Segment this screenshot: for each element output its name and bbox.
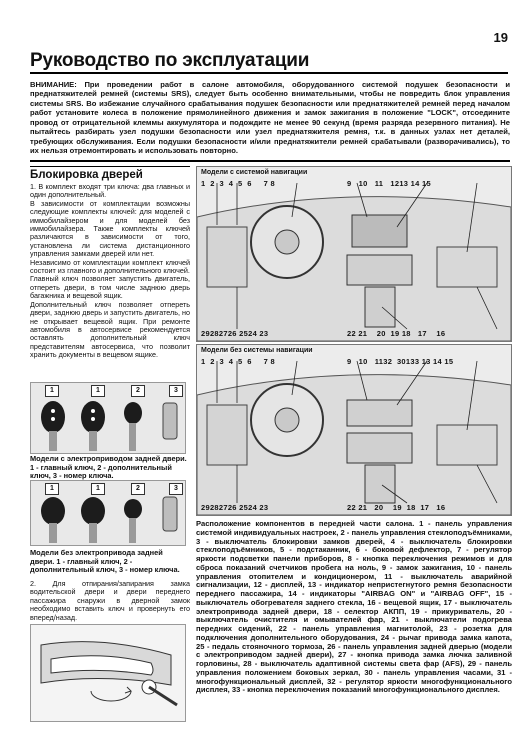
doors-p1: 1. В комплект входят три ключа: два главных и один дополнительный.	[30, 182, 190, 200]
callout-numbers: 9 10 1132 30133 13 14 15	[347, 357, 454, 366]
doors-p4: Главный ключ позволяет запустить двигатель, отпереть двери, в том числе заднюю дверь багажника и вещевой ящик.	[30, 274, 190, 301]
key-number-label: 3	[169, 483, 183, 495]
keys-caption-powered: Модели с электроприводом задней двери. 1 - главный ключ, 2 - дополнительный ключ, 3 - номер ключа.	[30, 454, 187, 481]
warning-block	[30, 80, 510, 156]
callout-numbers: 9 10 11 1213 14 15	[347, 179, 431, 188]
callout-numbers: 22 21 20 19 18 17 16	[347, 503, 446, 512]
door-handle-icon	[31, 625, 185, 721]
key-number-label: 1	[91, 483, 105, 495]
dashboard-diagram-icon	[197, 167, 511, 341]
dashboard-diagram-nav	[196, 166, 512, 342]
callout-numbers: 1 2 3 4 5 6 7 8	[201, 179, 275, 188]
key-number-label: 1	[91, 385, 105, 397]
doors-p2: В зависимости от комплектации возможны следующие комплекты ключей: для моделей с иммобилайзером и для моделей без иммобилайзера. Также комплекты ключей различаются в зависимости от того, установлена ли система дистанционного управления замками дверей или нет.	[30, 198, 190, 259]
key-number-label: 2	[131, 385, 145, 397]
keys-image-powered	[30, 382, 186, 454]
key-number-label: 1	[45, 483, 59, 495]
key-number-label: 2	[131, 483, 145, 495]
warning-divider	[30, 160, 510, 162]
callout-numbers: 22 21 20 19 18 17 16	[347, 329, 446, 338]
key-number-label: 3	[169, 385, 183, 397]
callout-numbers: 29282726 2524 23	[201, 503, 269, 512]
doors-p5: Дополнительный ключ позволяет отпереть двери, заднюю дверь и запустить двигатель, но не открывает вещевой ящик. При ремонте автомобиля в автосервисе рекомендуется оставлять дополнительный ключ представителям автосервиса, что позволит хранить документы в вещевом ящике.	[30, 299, 190, 360]
door-lock-image	[30, 624, 186, 722]
warning-label: ВНИМАНИЕ:	[30, 80, 77, 89]
doors-p3: Независимо от комплектации комплект ключей состоит из главного и дополнительного ключей.	[30, 257, 190, 276]
doors-section	[30, 166, 190, 360]
components-caption: Расположение компонентов в передней части салона. 1 - панель управления системой индивидуальных настроек, 2 - панель управления стеклоподъёмниками, 3 - выключатель блокировки замков дверей, 4 - выключатель блокировки стеклоподъёмников, 5 - подстаканник, 6 - боковой дефлектор, 7 - регулятор яркости подсветки панели приборов, 8 - кнопка переключения режимов и для сброса показаний счетчиков пробега на ноль, 9 - замок зажигания, 10 - панель управления отопителем и кондиционером, 11 - выключатель аварийной сигнализации, 12 - дисплей, 13 - индикатор непристегнутого ремня безопасности переднего пассажира, 14 - индикаторы "AIRBAG ON" и "AIRBAG OFF", 15 - выключатель обогревателя заднего стекла, 16 - вещевой ящик, 17 - выключатель электропривода задней двери, 18 - селектор АКПП, 19 - прикуриватель, 20 - выключатель очистителя и омывателей фар, 21 - выключатели подогрева передних сидений, 22 - панель управления магнитолой, 23 - розетка для подключения дополнительного оборудования, 24 - рычаг привода замка капота, 25 - педаль стояночного тормоза, 26 - панель управления задней дверью (модели с электроприводом задней двери), 27 - кнопка привода замка лючка заливной горловины, 28 - выключатель адаптивной системы света фар (AFS), 29 - панель управления положением боковых зеркал, 30 - панель управления часами, 31 - многофункциональный дисплей, 32 - регулятор яркости многофункционального дисплея, 33 - кнопка переключения показаний многофункционального дисплея.	[196, 519, 512, 695]
page-title: Руководство по эксплуатации	[30, 50, 310, 71]
warning-text: При проведении работ в салоне автомобиля, оборудованного системой подушек безопасности и преднатяжителей ремней (системы SRS), следует быть особенно внимательными, чтобы не повредить блок управления системы SRS. Во избежание случайного срабатывания подушек безопасности или преднатяжителей ремней перед началом работ установите колеса в положение прямолинейного движения и замок зажигания в положение "LOCK", отсоедините провод от отрицательной клеммы аккумулятора и подождите не менее 90 секунд (время разряда резервного питания). Не пытайтесь разбирать узел подушки безопасности или узел преднатяжителя ремня, т.к. в данных узлах нет деталей, требующих обслуживания. Если подушки безопасности и/или преднатяжители ремней срабатывали (разворачивались), то их нельзя отремонтировать и использовать повторно.	[30, 80, 510, 156]
title-divider	[30, 72, 508, 74]
dashboard-diagram-no-nav	[196, 344, 512, 516]
keys-image-no-power	[30, 480, 186, 546]
callout-numbers: 29282726 2524 23	[201, 329, 269, 338]
diagram-label: Модели с системой навигации	[201, 169, 308, 176]
dashboard-diagram-icon	[197, 345, 511, 515]
key-number-label: 1	[45, 385, 59, 397]
diagram-label: Модели без системы навигации	[201, 347, 313, 354]
page-number: 19	[493, 30, 508, 45]
callout-numbers: 1 2 3 4 5 6 7 8	[201, 357, 275, 366]
doors-p6: 2. Для отпирания/запирания замка водительской двери и двери переднего пассажира снаружи в дверной замок необходимо вставить ключ и провернуть его вперед/назад.	[30, 579, 190, 622]
keys-caption-no-power: Модели без электропривода задней двери. 1 - главный ключ, 2 - дополнительный ключ, 3 - номер ключа.	[30, 548, 180, 575]
section-title: Блокировка дверей	[30, 166, 190, 181]
